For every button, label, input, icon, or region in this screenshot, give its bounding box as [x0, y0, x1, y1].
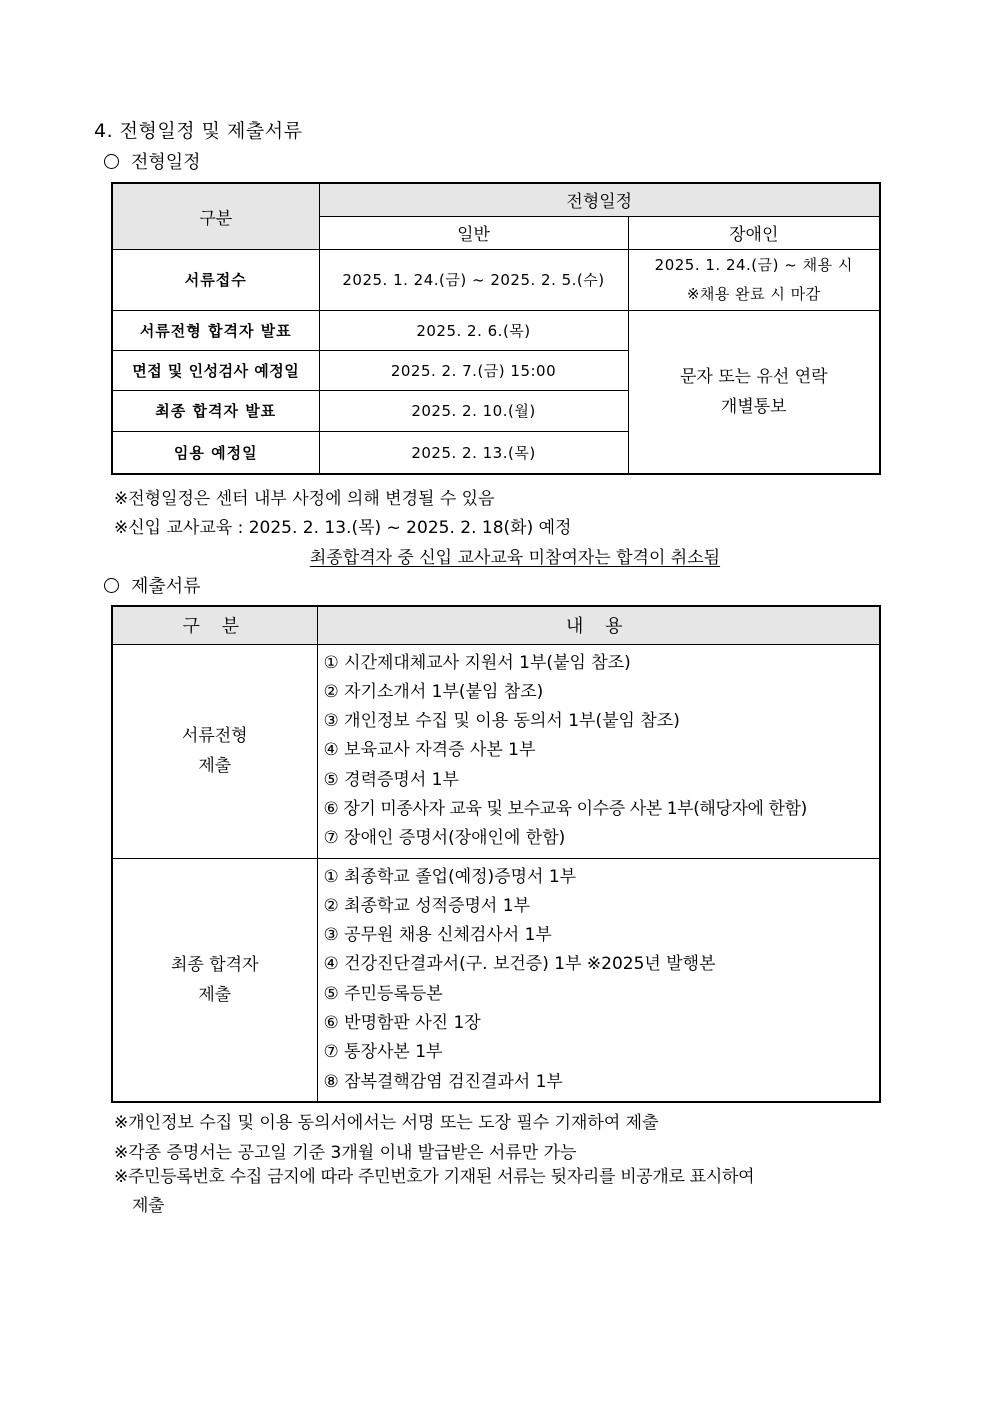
schedule-row-label: 서류전형 합격자 발표 — [112, 310, 319, 350]
documents-subtitle — [104, 572, 201, 598]
list-item: ⑥ 장기 미종사자 교육 및 보수교육 이수증 사본 1부(해당자에 한함) — [323, 798, 807, 819]
list-item: ⑧ 잠복결핵감염 검진결과서 1부 — [323, 1071, 563, 1092]
documents-group-label — [112, 644, 317, 858]
schedule-disabled-contact — [628, 310, 880, 474]
disabled-receipt-line2: ※채용 완료 시 마감 — [686, 284, 821, 303]
documents-note-last-line1: ※주민등록번호 수집 금지에 따라 주민번호가 기재된 서류는 뒷자리를 비공개로 표시하여 — [114, 1167, 755, 1187]
documents-group-label — [112, 858, 317, 1102]
schedule-subtitle-text: 전형일정 — [131, 152, 201, 173]
schedule-note: ※전형일정은 센터 내부 사정에 의해 변경될 수 있음 — [114, 489, 495, 509]
table-row — [112, 310, 880, 350]
table-row — [112, 249, 880, 310]
group-label-line2: 제출 — [198, 984, 232, 1005]
documents-header-category: 구 분 — [112, 606, 317, 644]
schedule-note: ※신입 교사교육 : 2025. 2. 13.(목) ~ 2025. 2. 18(화) 예정 — [114, 518, 572, 538]
schedule-row-label: 임용 예정일 — [112, 431, 319, 474]
list-item: ③ 공무원 채용 신체검사서 1부 — [323, 925, 552, 946]
list-item: ③ 개인정보 수집 및 이용 동의서 1부(붙임 참조) — [323, 711, 680, 732]
schedule-row-label: 서류접수 — [112, 249, 319, 310]
documents-table — [111, 605, 881, 1103]
documents-subtitle-text: 제출서류 — [131, 576, 201, 597]
list-item: ④ 보육교사 자격증 사본 1부 — [323, 740, 536, 761]
schedule-row-label: 최종 합격자 발표 — [112, 390, 319, 431]
section-title: 4. 전형일정 및 제출서류 — [94, 120, 303, 142]
documents-note-last-line2: 제출 — [132, 1196, 165, 1216]
schedule-table — [111, 182, 881, 475]
documents-group-items — [317, 858, 880, 1102]
list-item: ⑦ 장애인 증명서(장애인에 한함) — [323, 828, 566, 849]
schedule-general-date: 2025. 2. 6.(목) — [319, 310, 628, 350]
table-row — [112, 644, 880, 858]
documents-note: ※개인정보 수집 및 이용 동의서에서는 서명 또는 도장 필수 기재하여 제출 — [114, 1113, 659, 1133]
disabled-contact-line1: 문자 또는 유선 연락 — [679, 366, 828, 387]
schedule-disabled-receipt — [628, 249, 880, 310]
schedule-header-category: 구분 — [112, 183, 319, 249]
schedule-general-date: 2025. 2. 13.(목) — [319, 431, 628, 474]
schedule-header-general: 일반 — [319, 216, 628, 249]
documents-note-last — [114, 1163, 754, 1221]
schedule-row-label: 면접 및 인성검사 예정일 — [112, 350, 319, 390]
schedule-general-date: 2025. 2. 7.(금) 15:00 — [319, 350, 628, 390]
list-item: ⑤ 주민등록등본 — [323, 983, 443, 1004]
circle-bullet-icon — [104, 578, 119, 593]
list-item: ① 시간제대체교사 지원서 1부(붙임 참조) — [323, 652, 631, 673]
disabled-receipt-line1: 2025. 1. 24.(금) ~ 채용 시 — [654, 255, 853, 274]
list-item: ② 자기소개서 1부(붙임 참조) — [323, 681, 544, 702]
list-item: ⑦ 통장사본 1부 — [323, 1042, 443, 1063]
schedule-header-disabled: 장애인 — [628, 216, 880, 249]
group-label-line1: 서류전형 — [181, 726, 248, 747]
schedule-general-date: 2025. 1. 24.(금) ~ 2025. 2. 5.(수) — [319, 249, 628, 310]
list-item: ⑥ 반명함판 사진 1장 — [323, 1013, 481, 1034]
documents-header-content: 내 용 — [317, 606, 880, 644]
disabled-contact-line2: 개별통보 — [720, 396, 787, 417]
schedule-header-schedule: 전형일정 — [319, 183, 880, 216]
list-item: ⑤ 경력증명서 1부 — [323, 769, 459, 790]
documents-note: ※각종 증명서는 공고일 기준 3개월 이내 발급받은 서류만 가능 — [114, 1143, 577, 1163]
schedule-general-date: 2025. 2. 10.(월) — [319, 390, 628, 431]
circle-bullet-icon — [104, 154, 119, 169]
group-label-line1: 최종 합격자 — [170, 954, 259, 975]
group-label-line2: 제출 — [198, 756, 232, 777]
table-row — [112, 858, 880, 1102]
documents-group-items — [317, 644, 880, 858]
list-item: ② 최종학교 성적증명서 1부 — [323, 895, 530, 916]
list-item: ① 최종학교 졸업(예정)증명서 1부 — [323, 866, 577, 887]
schedule-notice-underlined: 최종합격자 중 신입 교사교육 미참여자는 합격이 취소됨 — [309, 548, 721, 568]
list-item: ④ 건강진단결과서(구. 보건증) 1부 ※2025년 발행본 — [323, 954, 716, 975]
schedule-subtitle — [104, 148, 201, 174]
